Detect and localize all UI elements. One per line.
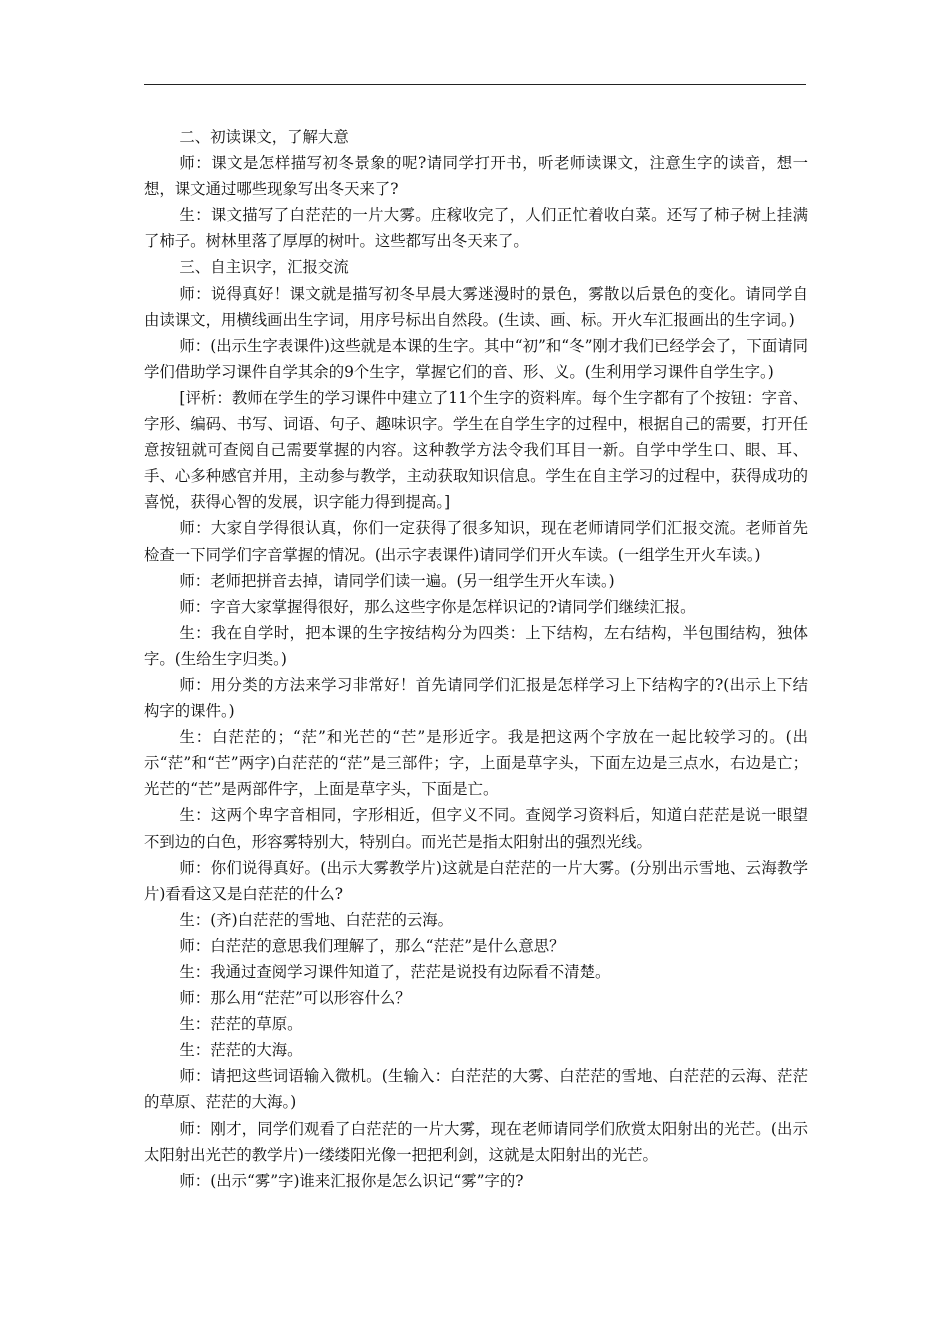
- teacher-line: 师：刚才，同学们观看了白茫茫的一片大雾，现在老师请同学们欣赏太阳射出的光芒。(出示太阳射出光芒的教学片)一缕缕阳光像一把把利剑，这就是太阳射出的光芒。: [144, 1119, 808, 1164]
- teacher-line: 师：大家自学得很认真，你们一定获得了很多知识，现在老师请同学们汇报交流。老师首先检查一下同学们字音掌握的情况。(出示字表课件)请同学们开火车读。(一组学生开火车读。): [144, 519, 808, 564]
- teacher-line: 师：白茫茫的意思我们理解了，那么“茫茫”是什么意思？: [179, 936, 565, 955]
- teacher-line: 师：字音大家掌握得很好，那么这些字你是怎样识记的?请同学们继续汇报。: [179, 597, 696, 616]
- student-line: 生：课文描写了白茫茫的一片大雾。庄稼收完了，人们正忙着收白菜。还写了柿子树上挂满了柿子。树林里落了厚厚的树叶。这些都写出冬天来了。: [144, 206, 808, 251]
- teacher-line: 师：请把这些词语输入微机。(生输入：白茫茫的大雾、白茫茫的雪地、白茫茫的云海、茫茫的草原、茫茫的大海。): [144, 1067, 808, 1112]
- header-rule: [144, 84, 806, 85]
- teacher-line: 师：(出示“雾”字)谁来汇报你是怎么识记“雾”字的?: [179, 1171, 524, 1190]
- student-line: 生：我通过查阅学习课件知道了，茫茫是说投有边际看不清楚。: [179, 963, 611, 981]
- document-body: [144, 124, 808, 1194]
- student-line: 生：茫茫的草原。: [179, 1015, 303, 1034]
- teacher-line: 师：(出示生字表课件)这些就是本课的生字。其中“初”和“冬”刚才我们已经学会了，下面请同学们借助学习课件自学其余的9个生字，掌握它们的音、形、义。(生利用学习课件自学生字。): [144, 336, 808, 381]
- teacher-line: 师：老师把拼音去掉，请同学们读一遍。(另一组学生开火车读。): [179, 571, 615, 590]
- teacher-line: 师：课文是怎样描写初冬景象的呢?请同学打开书，听老师读课文，注意生字的读音，想一想，课文通过哪些现象写出冬天来了?: [144, 154, 808, 199]
- section-heading: 二、初读课文，了解大意: [179, 128, 349, 146]
- student-line: 生：白茫茫的；“茫”和光芒的“芒”是形近字。我是把这两个字放在一起比较学习的。(出示“茫”和“芒”两字)白茫茫的“茫”是三部件；字，上面是草字头，下面左边是三点水，右边是亡；光芒的“芒”是两部件字，上面是草字头，下面是亡。: [144, 728, 808, 799]
- section-heading: 三、自主识字，汇报交流: [179, 258, 349, 277]
- student-line: 生：我在自学时，把本课的生字按结构分为四类：上下结构，左右结构，半包围结构，独体字。(生给生字归类。): [144, 623, 808, 668]
- teacher-line: 师：你们说得真好。(出示大雾教学片)这就是白茫茫的一片大雾。(分别出示雪地、云海教学片)看看这又是白茫茫的什么?: [144, 858, 808, 903]
- teacher-line: 师：那么用“茫茫”可以形容什么？: [179, 989, 411, 1008]
- teacher-line: 师：说得真好！课文就是描写初冬早晨大雾迷漫时的景色，雾散以后景色的变化。请同学自由读课文，用横线画出生字词，用序号标出自然段。(生读、画、标。开火车汇报画出的生字词。): [144, 284, 808, 329]
- student-line: 生：这两个卑字音相同，字形相近，但字义不同。查阅学习资料后，知道白茫茫是说一眼望不到边的白色，形容雾特别大，特别白。而光芒是指太阳射出的强烈光线。: [144, 806, 808, 851]
- commentary-paragraph: [评析：教师在学生的学习课件中建立了11个生字的资料库。每个生字都有了个按钮：字音、字形、编码、书写、词语、句子、趣味识字。学生在自学生字的过程中，根据自己的需要，打开任意按钮就可查阅自己需要掌握的内容。这种教学方法令我们耳目一新。自学中学生口、眼、耳、手、心多种感官并用，主动参与教学，主动获取知识信息。学生在自主学习的过程中，获得成功的喜悦，获得心智的发展，识字能力得到提高。]: [144, 388, 808, 512]
- student-line: 生：茫茫的大海。: [179, 1041, 303, 1060]
- student-line: 生：(齐)白茫茫的雪地、白茫茫的云海。: [179, 910, 454, 929]
- teacher-line: 师：用分类的方法来学习非常好！首先请同学们汇报是怎样学习上下结构字的?(出示上下结构字的课件。): [144, 675, 808, 721]
